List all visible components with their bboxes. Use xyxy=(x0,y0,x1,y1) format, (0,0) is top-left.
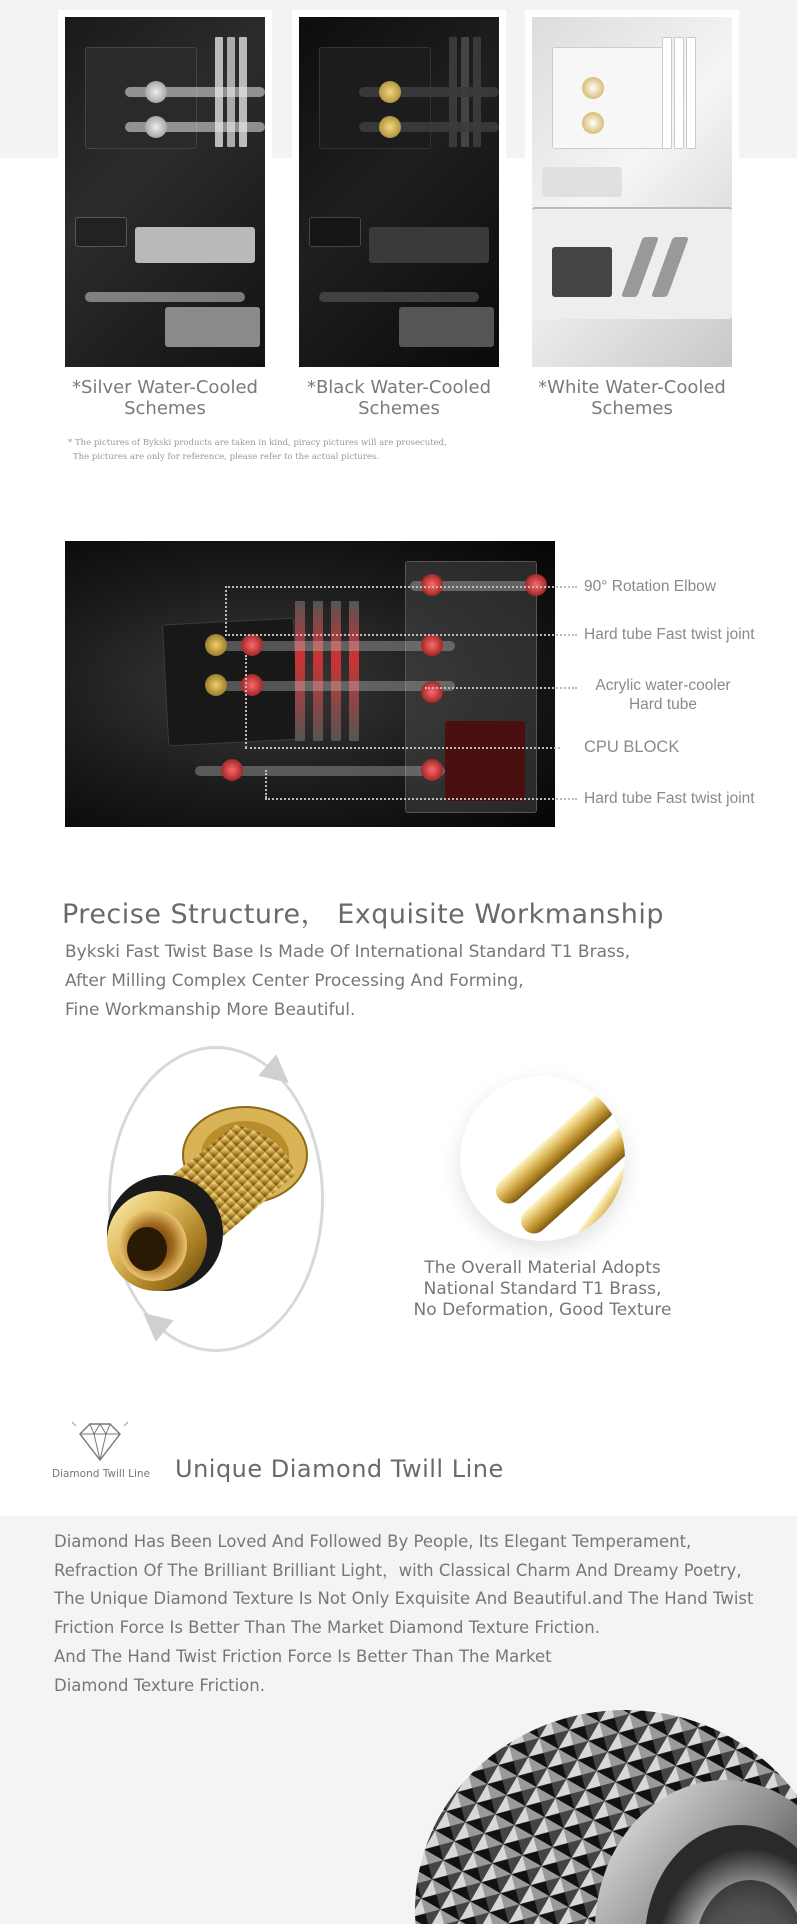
scheme-card-white xyxy=(525,10,739,367)
brass-twist-fitting-image xyxy=(95,1095,335,1305)
callout-line-elbow xyxy=(225,586,577,588)
callout-line-cpu xyxy=(245,747,560,749)
material-text: The Overall Material Adopts National Standard T1 Brass, No Deformation, Good Texture xyxy=(413,1258,672,1320)
callout-vline-cpu xyxy=(245,655,247,748)
diamond-logo-label: Diamond Twill Line xyxy=(52,1468,150,1480)
callout-line-joint-top xyxy=(225,634,577,636)
brass-rods-image xyxy=(460,1076,625,1241)
white-scheme-image xyxy=(532,17,732,367)
diamond-text: Diamond Has Been Loved And Followed By People, Its Elegant Temperament, Refraction Of The Brilliant Brilliant Light，with Classical Charm And Dreamy Poetry, The Unique Diamond Texture Is Not Only Exquisite And Beautiful.and The Hand Twist Friction Force Is Better Than The Market Diamond Texture Friction. And The Hand Twist Friction Force Is Better Than The Market Diamond Texture Friction. xyxy=(54,1532,754,1695)
precise-structure-text: Bykski Fast Twist Base Is Made Of International Standard T1 Brass, After Milling Complex Center Processing And Forming, Fine Workmanship More Beautiful. xyxy=(65,942,631,1020)
white-scheme-caption: *White Water-Cooled Schemes xyxy=(538,377,726,419)
diamond-knurl-closeup-image xyxy=(395,1680,797,1924)
scheme-card-silver xyxy=(58,10,272,367)
callout-elbow: 90° Rotation Elbow xyxy=(584,578,716,595)
callout-acrylic-tube: Acrylic water-cooler Hard tube xyxy=(595,677,731,713)
callout-joint-bottom: Hard tube Fast twist joint xyxy=(584,790,755,807)
callout-joint-top: Hard tube Fast twist joint xyxy=(584,626,755,643)
diamond-title: Unique Diamond Twill Line xyxy=(175,1455,504,1483)
silver-scheme-image xyxy=(65,17,265,367)
black-scheme-image xyxy=(299,17,499,367)
callout-line-acrylic xyxy=(425,687,577,689)
scheme-card-black xyxy=(292,10,506,367)
callout-vline-joint-bottom xyxy=(265,770,267,798)
black-scheme-caption: *Black Water-Cooled Schemes xyxy=(306,377,492,419)
diamond-logo-icon xyxy=(72,1420,128,1464)
disclaimer-note: * The pictures of Bykski products are taken in kind, piracy pictures will are prosecuted, The pictures are only for reference, please refer to the actual pictures. xyxy=(68,438,447,462)
cpu-block-structure-image xyxy=(65,541,555,827)
callout-vline-elbow xyxy=(225,586,227,636)
callout-line-joint-bottom xyxy=(265,798,577,800)
precise-structure-title: Precise Structure， Exquisite Workmanship xyxy=(62,899,665,930)
callout-cpu-block: CPU BLOCK xyxy=(584,738,680,756)
silver-scheme-caption: *Silver Water-Cooled Schemes xyxy=(72,377,258,419)
